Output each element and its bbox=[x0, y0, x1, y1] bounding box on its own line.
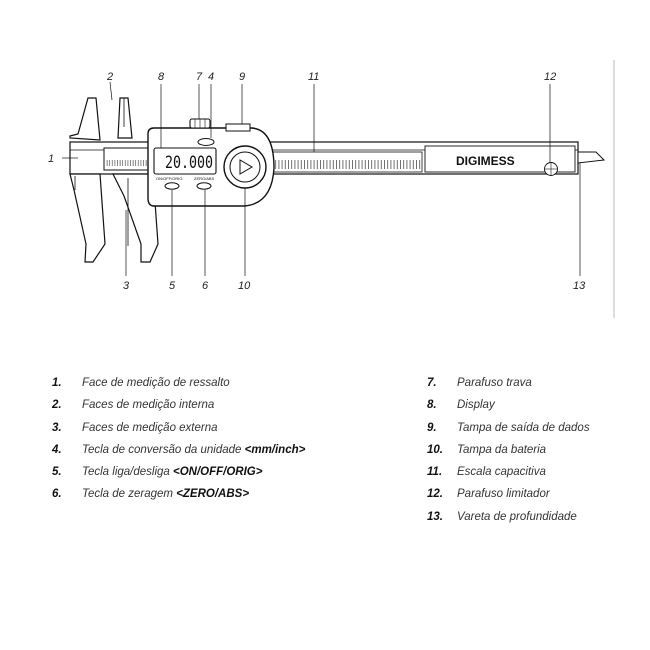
unit-key bbox=[198, 139, 214, 146]
legend-item bbox=[427, 372, 590, 394]
legend-text: Face de medição de ressalto bbox=[82, 377, 230, 389]
legend-item bbox=[427, 483, 590, 505]
legend-text: Vareta de profundidade bbox=[457, 510, 577, 523]
callout-11: 11 bbox=[308, 71, 320, 83]
callout-6: 6 bbox=[202, 280, 209, 292]
legend-key: <mm/inch> bbox=[244, 443, 306, 456]
zero-key bbox=[197, 183, 211, 189]
lcd-reading: 20.000 bbox=[165, 153, 213, 173]
callout-1: 1 bbox=[48, 153, 55, 165]
on-key-label: ON/OFF/ORIG bbox=[156, 176, 183, 181]
legend-number: 8. bbox=[427, 399, 437, 412]
legend-item bbox=[427, 506, 590, 528]
callout-13: 13 bbox=[573, 280, 586, 292]
legend-key: <ON/OFF/ORIG> bbox=[173, 466, 263, 479]
legend-left bbox=[52, 372, 305, 506]
legend-number: 13. bbox=[427, 510, 443, 523]
callout-5: 5 bbox=[169, 280, 176, 292]
legend-item bbox=[52, 417, 305, 439]
zero-key-label: ZERO/ABS bbox=[194, 176, 215, 181]
legend-number: 10. bbox=[427, 443, 443, 456]
fixed-jaws bbox=[70, 98, 105, 262]
legend-item bbox=[52, 372, 305, 394]
depth-rod bbox=[578, 152, 604, 163]
legend-text: Faces de medição interna bbox=[82, 399, 215, 412]
legend-number: 2. bbox=[52, 399, 62, 412]
legend-number: 1. bbox=[52, 377, 62, 389]
legend-item bbox=[52, 483, 305, 505]
legend-number: 7. bbox=[427, 377, 437, 389]
brand-logo: DIGIMESS bbox=[456, 154, 515, 168]
legend-number: 12. bbox=[427, 488, 443, 501]
battery-cover bbox=[224, 146, 266, 188]
legend-text: Tampa de saída de dados bbox=[457, 421, 590, 434]
legend-text: Tecla de conversão da unidade bbox=[82, 443, 245, 456]
legend-item bbox=[52, 394, 305, 416]
legend-number: 6. bbox=[52, 488, 62, 501]
legend-key: <ZERO/ABS> bbox=[176, 488, 250, 501]
callout-4: 4 bbox=[208, 71, 215, 83]
callout-10: 10 bbox=[238, 280, 251, 292]
locking-screw bbox=[190, 119, 210, 128]
callout-9: 9 bbox=[239, 71, 246, 83]
on-off-key bbox=[165, 183, 179, 189]
data-port-cover bbox=[226, 124, 250, 131]
legend-text: Tecla de zeragem bbox=[82, 488, 177, 501]
legend-text: Parafuso trava bbox=[457, 377, 532, 389]
legend-item bbox=[427, 439, 590, 461]
legend-item bbox=[52, 461, 305, 483]
legend-item bbox=[427, 417, 590, 439]
legend-number: 3. bbox=[52, 421, 62, 434]
callout-12: 12 bbox=[544, 71, 557, 83]
legend-text: Tampa da bateria bbox=[457, 443, 547, 456]
legend-number: 4. bbox=[52, 443, 62, 456]
legend-text: Display bbox=[457, 399, 495, 412]
legend-item bbox=[427, 394, 590, 416]
legend-text: Faces de medição externa bbox=[82, 421, 218, 434]
callout-8: 8 bbox=[158, 71, 165, 83]
callout-3: 3 bbox=[123, 280, 130, 292]
legend-number: 11. bbox=[427, 466, 443, 479]
legend-text: Parafuso limitador bbox=[457, 488, 550, 501]
legend-item bbox=[427, 461, 590, 483]
limit-screw bbox=[545, 163, 558, 176]
legend-text: Escala capacitiva bbox=[457, 466, 546, 479]
legend-text: Tecla liga/desliga bbox=[82, 466, 173, 479]
legend-number: 9. bbox=[427, 421, 437, 434]
legend-right bbox=[427, 372, 590, 528]
legend-item bbox=[52, 439, 305, 461]
legend-number: 5. bbox=[52, 466, 62, 479]
callout-7: 7 bbox=[196, 71, 203, 83]
callout-2: 2 bbox=[107, 71, 114, 83]
